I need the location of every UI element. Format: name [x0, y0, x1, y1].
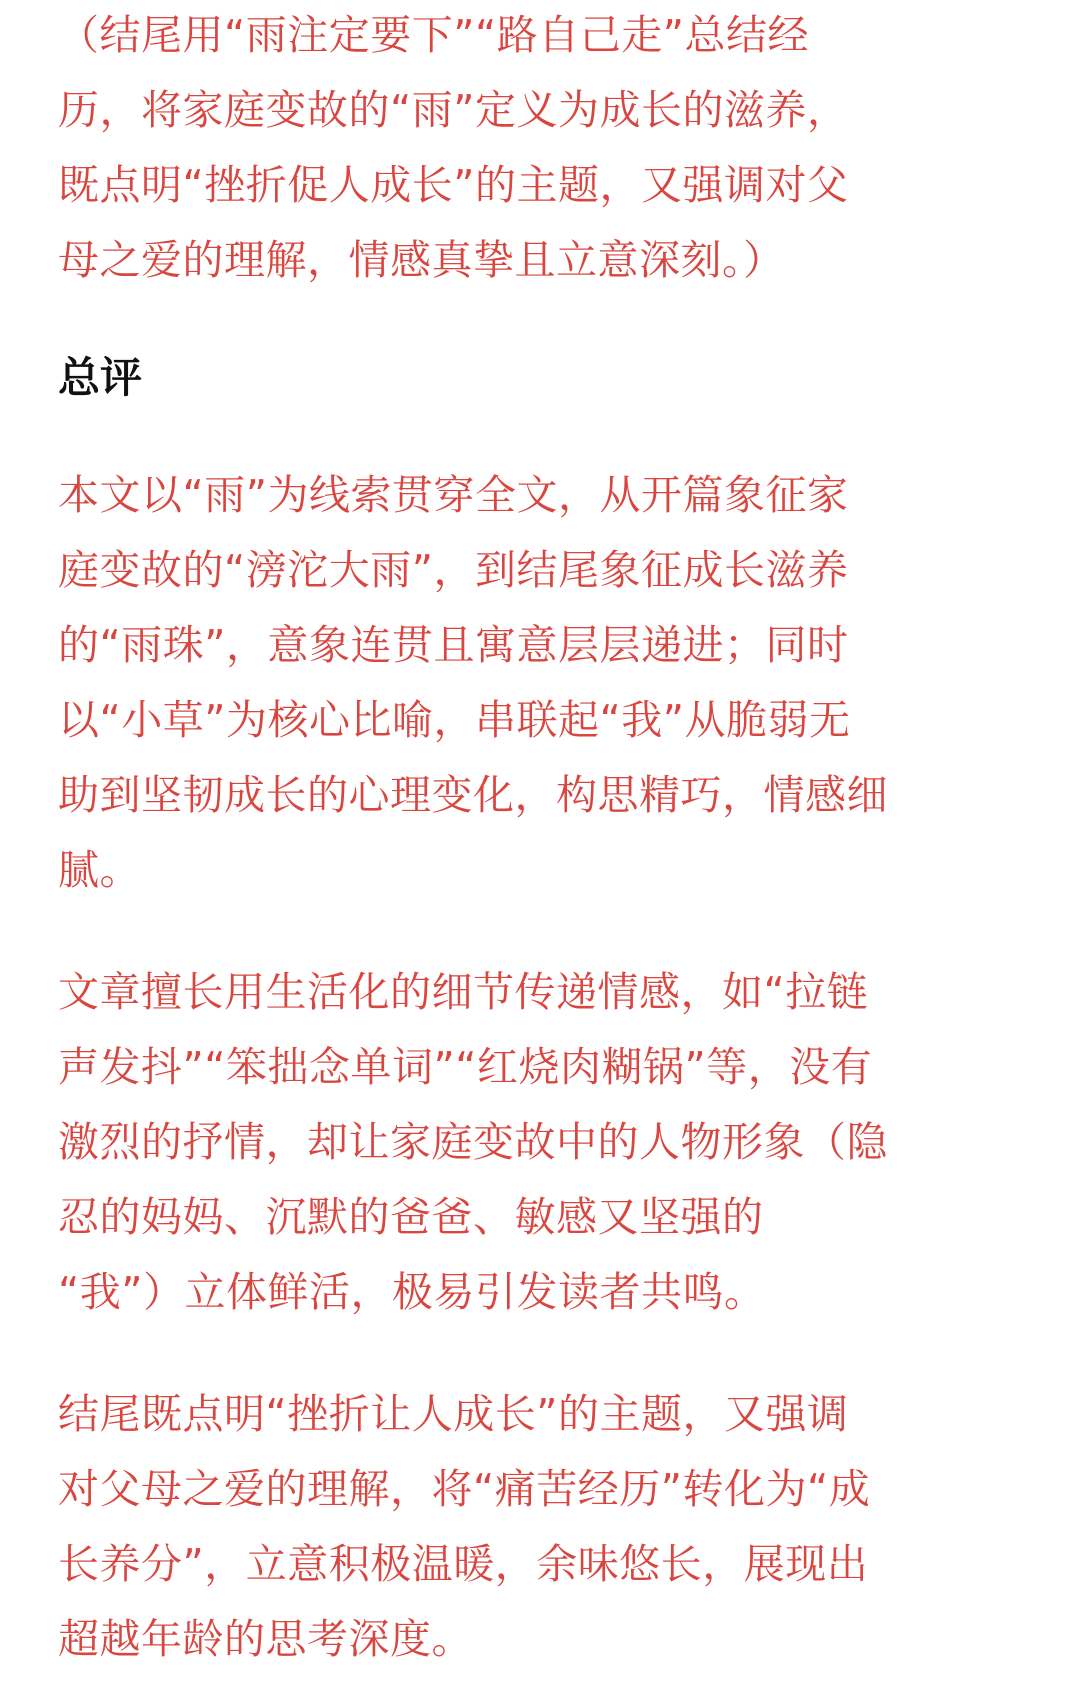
- summary-paragraph-line: 文章擅长用生活化的细节传递情感，如“拉链: [58, 968, 869, 1016]
- summary-paragraph: [58, 1377, 1018, 1677]
- intro-note-paragraph: [58, 0, 1018, 298]
- summary-paragraph-line: 的“雨珠”，意象连贯且寓意层层递进；同时: [58, 621, 849, 669]
- summary-paragraph-line: 腻。: [58, 846, 141, 894]
- summary-paragraph-line: 忍的妈妈、沉默的爸爸、敏感又坚强的: [58, 1193, 764, 1241]
- summary-paragraph-line: 庭变故的“滂沱大雨”，到结尾象征成长滋养: [58, 546, 849, 594]
- summary-paragraph-line: 对父母之爱的理解，将“痛苦经历”转化为“成: [58, 1465, 871, 1513]
- summary-heading: 总评: [58, 353, 143, 402]
- summary-paragraph-line: 超越年龄的思考深度。: [58, 1615, 473, 1663]
- intro-note-line: 历，将家庭变故的“雨”定义为成长的滋养，: [58, 86, 849, 134]
- summary-paragraph-line: 声发抖”“笨拙念单词”“红烧肉糊锅”等，没有: [58, 1043, 873, 1091]
- summary-paragraph-line: 结尾既点明“挫折让人成长”的主题，又强调: [58, 1390, 849, 1438]
- intro-note-line: 母之爱的理解，情感真挚且立意深刻。）: [58, 236, 785, 284]
- summary-paragraph: [58, 458, 1018, 908]
- summary-paragraph-line: “我”）立体鲜活，极易引发读者共鸣。: [58, 1268, 766, 1316]
- intro-note-line: （结尾用“雨注定要下”“路自己走”总结经: [58, 11, 809, 59]
- summary-paragraph-line: 以“小草”为核心比喻，串联起“我”从脆弱无: [58, 696, 851, 744]
- summary-paragraph-line: 激烈的抒情，却让家庭变故中的人物形象（隐: [58, 1118, 888, 1166]
- summary-paragraph: [58, 955, 1018, 1330]
- summary-paragraph-line: 助到坚韧成长的心理变化，构思精巧，情感细: [58, 771, 888, 819]
- summary-paragraph-line: 本文以“雨”为线索贯穿全文，从开篇象征家: [58, 471, 849, 519]
- summary-paragraph-line: 长养分”，立意积极温暖，余味悠长，展现出: [58, 1540, 869, 1588]
- intro-note-line: 既点明“挫折促人成长”的主题，又强调对父: [58, 161, 849, 209]
